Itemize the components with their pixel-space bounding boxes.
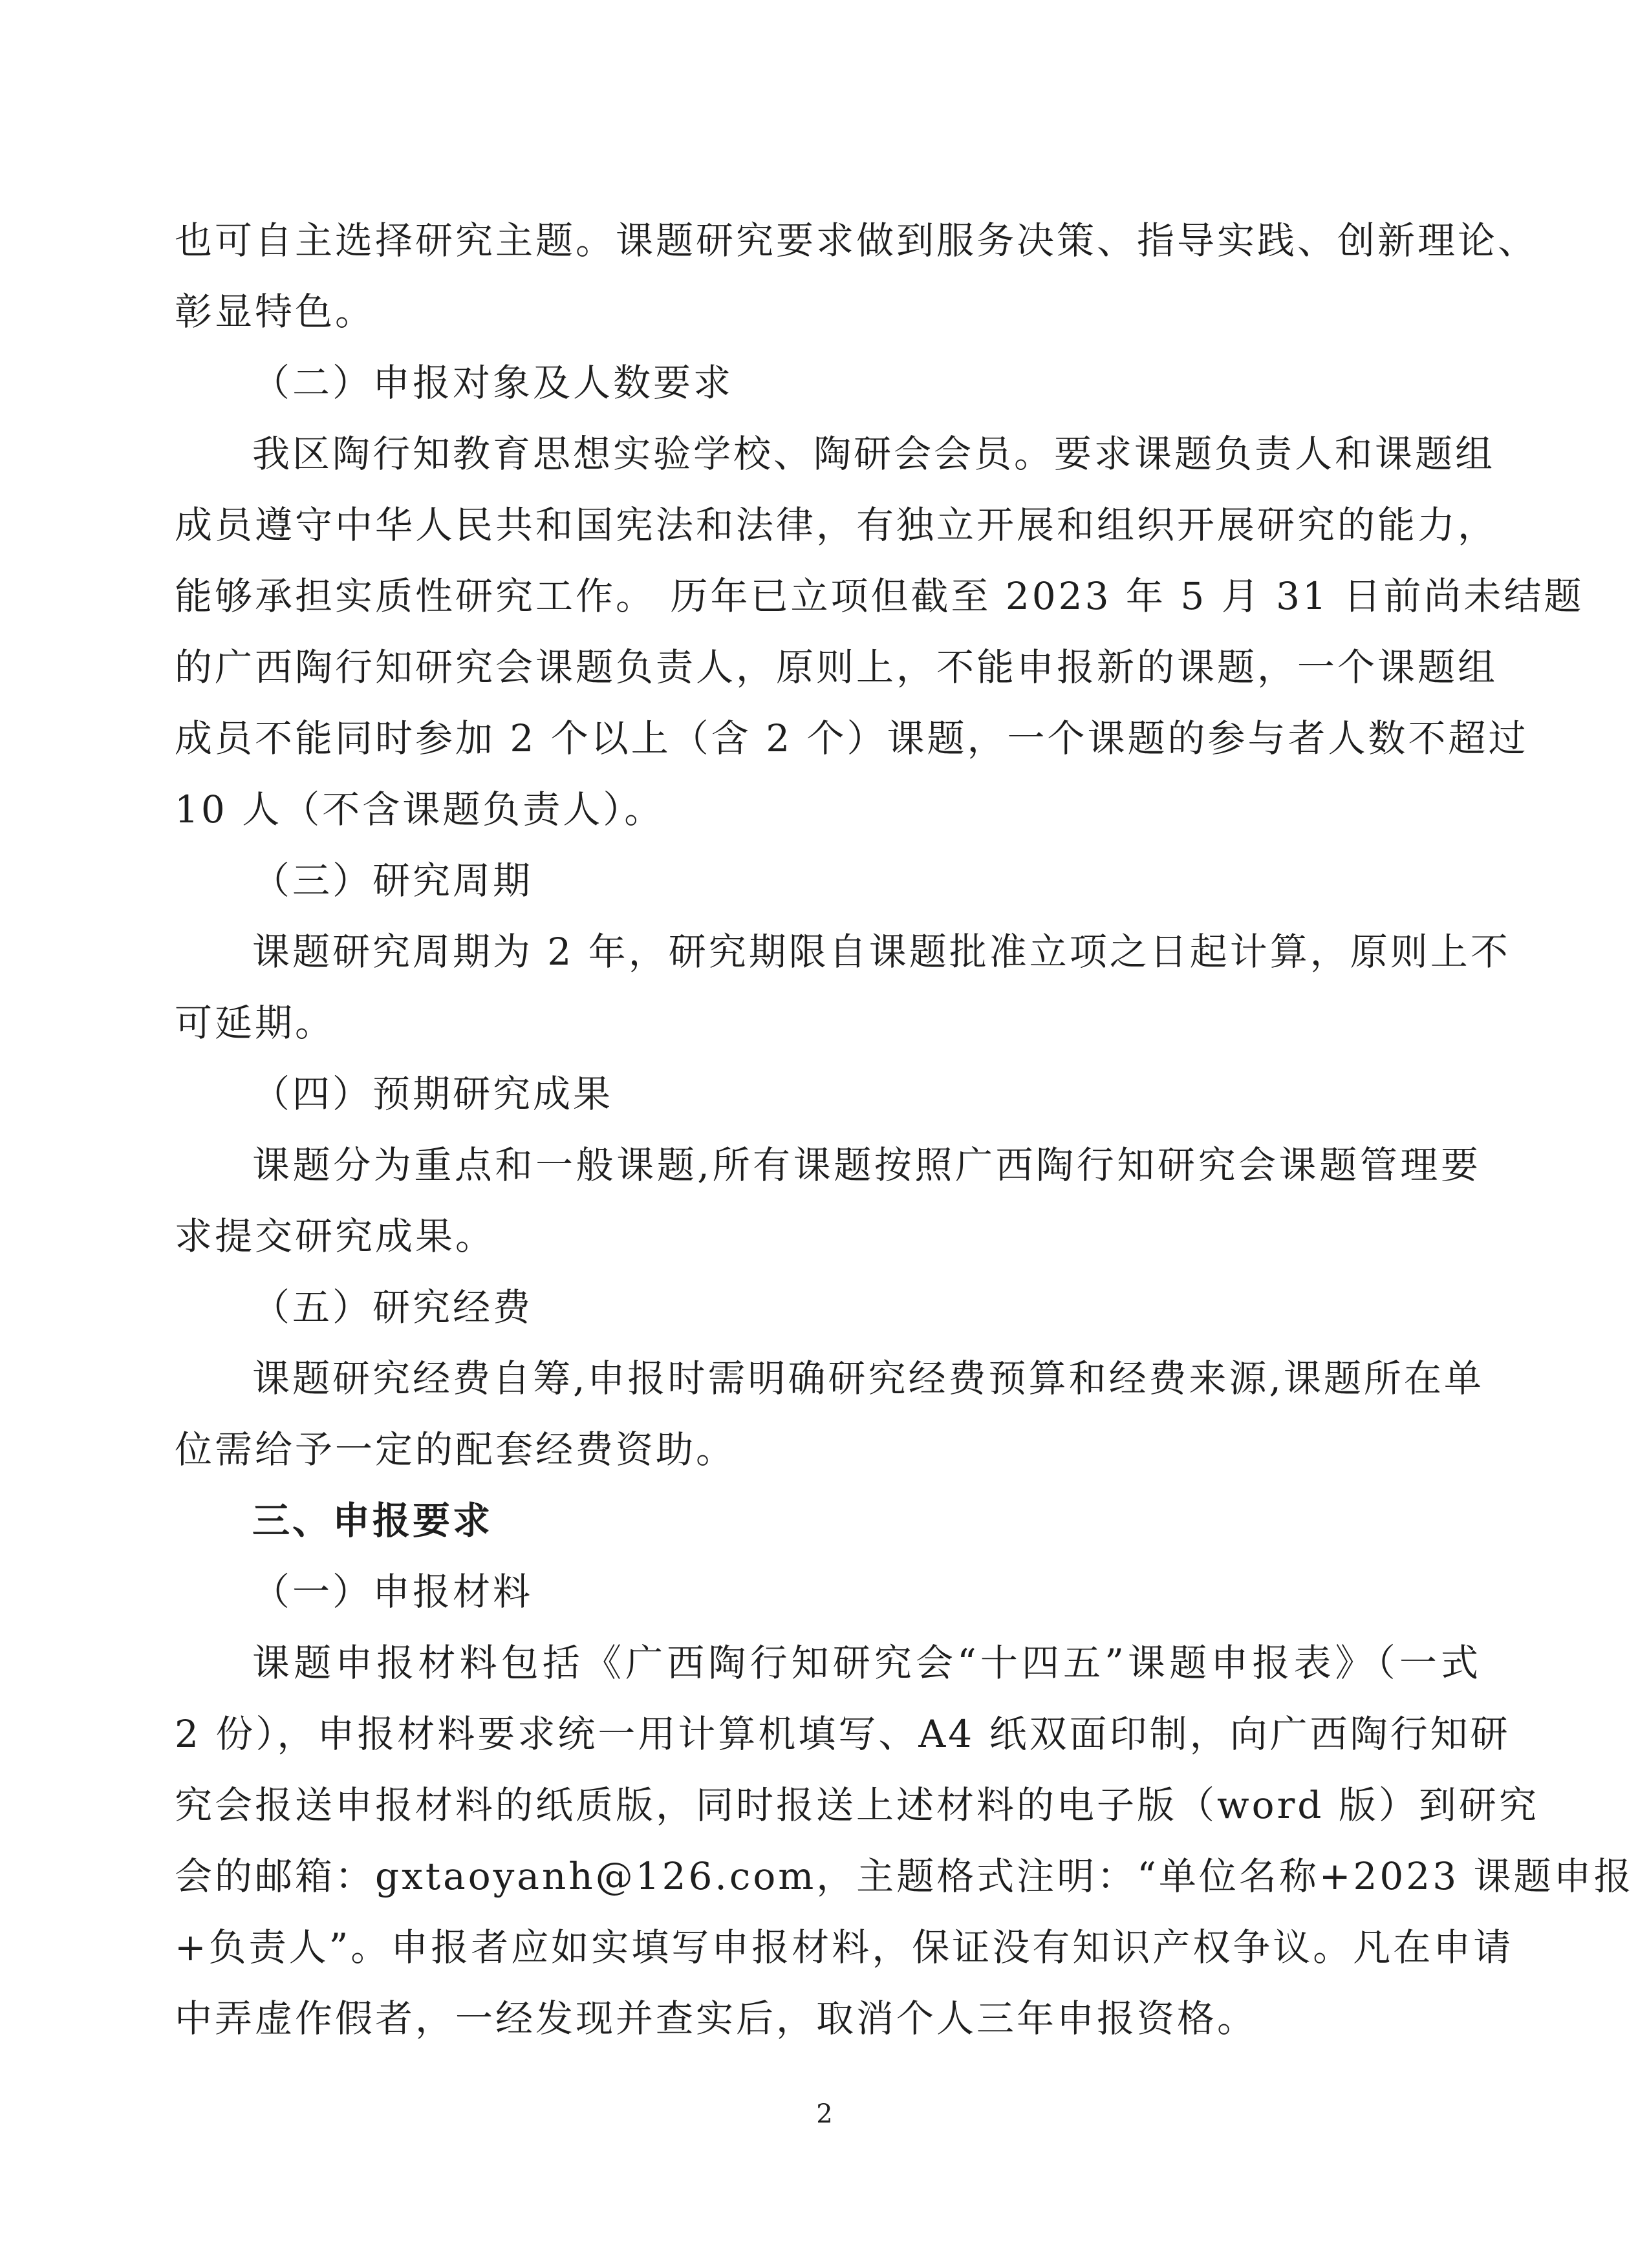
section-heading: （一）申报材料 (252, 1570, 534, 1614)
body-text-line: 位需给予一定的配套经费资助。 (175, 1428, 737, 1471)
body-text-line: 的广西陶行知研究会课题负责人，原则上，不能申报新的课题，一个课题组 (175, 645, 1498, 689)
body-text-line: 我区陶行知教育思想实验学校、陶研会会员。要求课题负责人和课题组 (252, 432, 1496, 476)
body-text-line: 可延期。 (175, 1001, 336, 1045)
body-text-line: 能够承担实质性研究工作。 历年已立项但截至 2023 年 5 月 31 日前尚未结题 (175, 574, 1584, 618)
body-text-line: 中弄虚作假者，一经发现并查实后，取消个人三年申报资格。 (175, 1996, 1258, 2040)
body-text-line: 课题申报材料包括《广西陶行知研究会“十四五”课题申报表》（一式 (252, 1641, 1481, 1685)
body-text-line: 彰显特色。 (175, 290, 376, 334)
body-text-line: 也可自主选择研究主题。课题研究要求做到服务决策、指导实践、创新理论、 (175, 219, 1538, 262)
page-number: 2 (816, 2099, 833, 2129)
body-text-line: 求提交研究成果。 (175, 1214, 496, 1258)
body-text-line: 成员不能同时参加 2 个以上（含 2 个）课题，一个课题的参与者人数不超过 (175, 716, 1529, 760)
section-heading: （五）研究经费 (252, 1285, 534, 1329)
body-text-line: 课题研究经费自筹,申报时需明确研究经费预算和经费来源,课题所在单 (252, 1356, 1484, 1400)
section-heading: （四）预期研究成果 (252, 1072, 614, 1116)
section-heading: （三）研究周期 (252, 859, 534, 903)
body-text-line: 成员遵守中华人民共和国宪法和法律，有独立开展和组织开展研究的能力， (175, 503, 1498, 547)
body-text-line: 课题研究周期为 2 年，研究期限自课题批准立项之日起计算，原则上不 (252, 930, 1511, 974)
section-heading: （二）申报对象及人数要求 (252, 361, 734, 405)
body-text-line: 究会报送申报材料的纸质版，同时报送上述材料的电子版（word 版）到研究 (175, 1783, 1539, 1827)
body-text-line: 课题分为重点和一般课题,所有课题按照广西陶行知研究会课题管理要 (252, 1143, 1481, 1187)
body-text-line: +负责人”。申报者应如实填写申报材料，保证没有知识产权争议。凡在申请 (175, 1925, 1514, 1969)
body-text-line: 10 人（不含课题负责人）。 (175, 787, 665, 831)
chapter-heading: 三、申报要求 (252, 1499, 493, 1543)
body-text-line: 2 份），申报材料要求统一用计算机填写、A4 纸双面印制，向广西陶行知研 (175, 1712, 1511, 1756)
body-text-line: 会的邮箱：gxtaoyanh@126.com，主题格式注明：“单位名称+2023 课题申报 (175, 1854, 1634, 1898)
